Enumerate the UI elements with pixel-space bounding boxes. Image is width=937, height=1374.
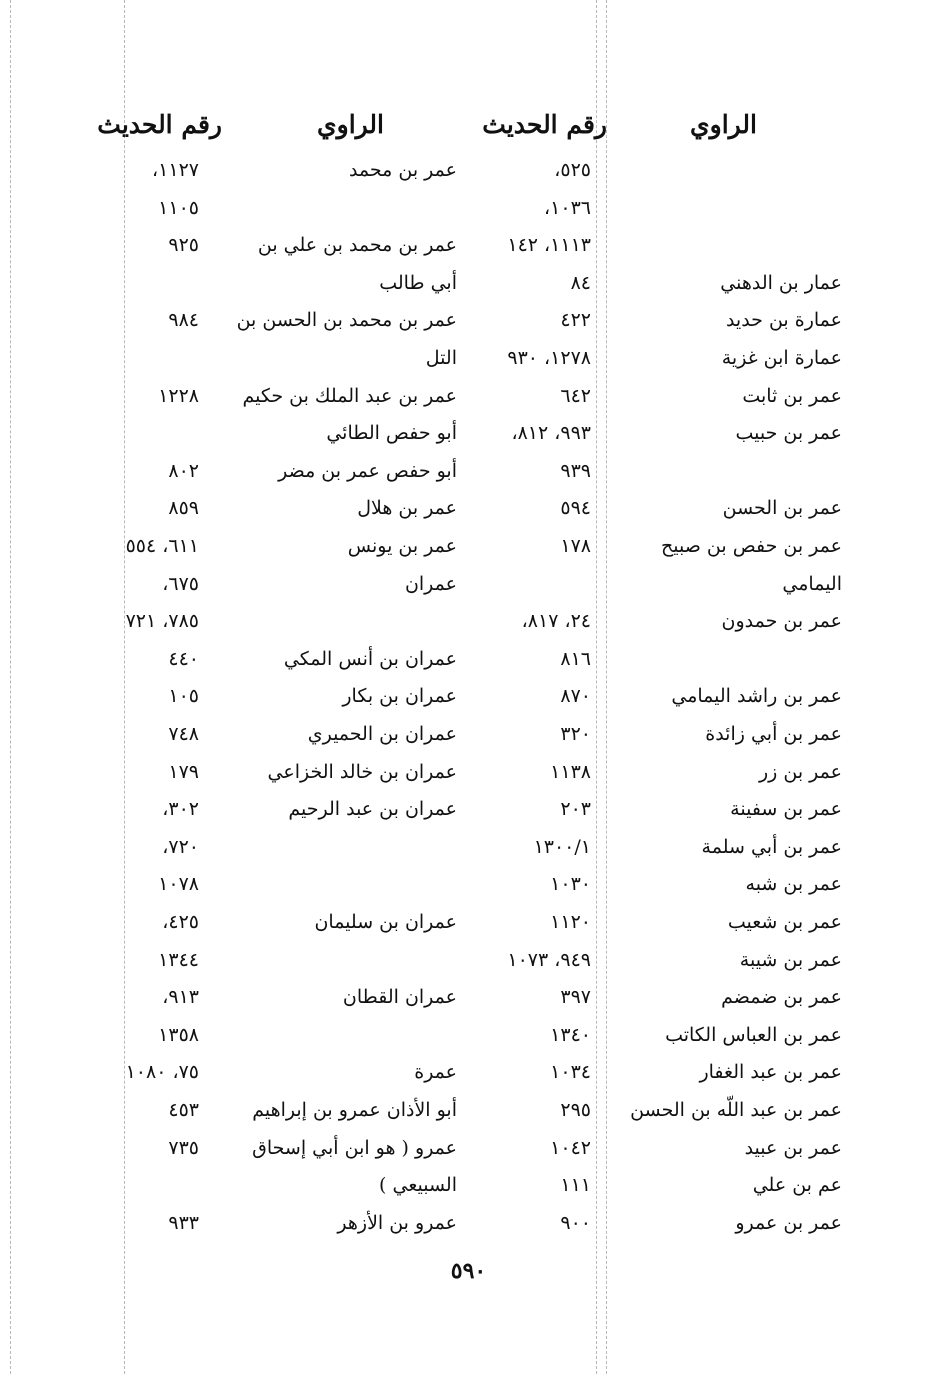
left-number-cell: ١٣٤٤ <box>158 948 199 971</box>
right-narrator-cell: عمر بن شيبة <box>739 948 842 971</box>
table-row <box>0 945 937 982</box>
right-number-cell: ١٣٠٠/١ <box>533 835 591 858</box>
right-number-cell: ٩٩٣، ٨١٢، <box>511 422 591 445</box>
left-narrator-cell: عمرو بن الأزهر <box>337 1211 457 1234</box>
right-number-cell: ١١١٣، ١٤٢ <box>507 234 591 257</box>
left-number-cell: ٧٨٥، ٧٢١ <box>125 610 199 633</box>
table-row <box>0 193 937 230</box>
left-narrator-cell: عمر بن محمد بن علي بن <box>257 234 457 257</box>
left-number-cell: ٩٨٤ <box>168 309 199 332</box>
table-row <box>0 869 937 906</box>
left-narrator-cell: عمران بن الحميري <box>307 723 457 745</box>
left-number-cell: ٣٠٢، <box>162 798 199 821</box>
right-number-cell: ١١٣٨ <box>550 760 591 783</box>
table-row <box>0 343 937 380</box>
right-narrator-cell: عمر بن الحسن <box>722 497 842 520</box>
left-narrator-cell: أبو حفص عمر بن مضر <box>278 459 457 482</box>
left-narrator-cell: أبي طالب <box>379 271 457 294</box>
left-number-cell: ٦٧٥، <box>162 572 199 595</box>
table-row <box>0 1170 937 1207</box>
right-number-cell: ٥٩٤ <box>560 497 591 520</box>
table-row <box>0 606 937 643</box>
right-narrator-cell: عمر بن شبه <box>745 873 842 896</box>
table-row <box>0 155 937 192</box>
table-row <box>0 531 937 568</box>
right-number-cell: ٣٩٧ <box>560 986 591 1009</box>
right-narrator-cell: عمر بن أبي سلمة <box>701 835 842 858</box>
left-number-cell: ٩١٣، <box>162 986 199 1009</box>
table-row <box>0 832 937 869</box>
right-number-cell: ١١١ <box>560 1174 591 1197</box>
left-narrator-cell: التل <box>425 347 457 369</box>
table-row <box>0 305 937 342</box>
left-narrator-cell: عمرو ( هو ابن أبي إسحاق <box>252 1136 457 1159</box>
right-number-cell: ١٠٣٠ <box>550 873 591 896</box>
header-right-number: رقم الحديث <box>482 110 607 139</box>
left-number-cell: ٤٤٠ <box>168 647 199 670</box>
left-narrator-cell: عمران بن سليمان <box>314 911 457 933</box>
right-narrator-cell: عمر بن حمدون <box>721 610 842 633</box>
table-row <box>0 1095 937 1132</box>
right-number-cell: ٨١٦ <box>560 647 591 670</box>
right-narrator-cell: عمر بن زر <box>759 760 842 783</box>
right-narrator-cell: عمارة ابن غزية <box>721 347 842 369</box>
right-narrator-cell: اليمامي <box>782 572 842 595</box>
header-right-narrator: الراوي <box>690 110 757 139</box>
right-number-cell: ٩٠٠ <box>560 1211 591 1234</box>
left-narrator-cell: عمران بن عبد الرحيم <box>288 798 457 821</box>
left-narrator-cell: عمران <box>404 572 457 595</box>
right-narrator-cell: عمارة بن حديد <box>725 309 842 332</box>
right-number-cell: ١١٢٠ <box>550 911 591 933</box>
table-row <box>0 757 937 794</box>
table-row <box>0 268 937 305</box>
table-row <box>0 907 937 944</box>
left-number-cell: ١٢٢٨ <box>158 384 199 407</box>
left-number-cell: ٤٥٣ <box>168 1099 199 1121</box>
table-row <box>0 794 937 831</box>
right-narrator-cell: عمار بن الدهني <box>720 271 842 294</box>
right-number-cell: ١٣٤٠ <box>550 1023 591 1046</box>
right-narrator-cell: عمر بن حفص بن صبيح <box>661 535 842 557</box>
left-number-cell: ١١٠٥ <box>158 196 199 219</box>
right-narrator-cell: عم بن علي <box>752 1174 842 1197</box>
right-narrator-cell: عمر بن ضمضم <box>721 986 842 1009</box>
right-number-cell: ٤٢٢ <box>560 309 591 332</box>
left-narrator-cell: عمر بن محمد <box>348 159 457 181</box>
left-narrator-cell: عمر بن يونس <box>347 535 457 557</box>
left-narrator-cell: عمر بن محمد بن الحسن بن <box>236 309 457 332</box>
right-narrator-cell: عمر بن سفينة <box>730 798 842 821</box>
right-narrator-cell: عمر بن عبد اللّه بن الحسن <box>630 1099 842 1121</box>
right-narrator-cell: عمر بن حبيب <box>735 422 842 445</box>
left-number-cell: ٧٣٥ <box>168 1136 199 1159</box>
left-narrator-cell: عمران بن أنس المكي <box>283 647 457 670</box>
right-number-cell: ١٠٤٢ <box>550 1136 591 1159</box>
left-number-cell: ٧٢٠، <box>162 835 199 858</box>
right-narrator-cell: عمر بن عبد الغفار <box>699 1061 842 1084</box>
right-narrator-cell: عمر بن العباس الكاتب <box>665 1023 842 1046</box>
left-number-cell: ٧٤٨ <box>168 723 199 745</box>
left-number-cell: ٩٢٥ <box>168 234 199 257</box>
left-number-cell: ١١٢٧، <box>152 159 199 181</box>
right-number-cell: ٢٤، ٨١٧، <box>521 610 591 633</box>
right-number-cell: ١٧٨ <box>560 535 591 557</box>
table-row <box>0 1020 937 1057</box>
right-narrator-cell: عمر بن ثابت <box>742 384 842 407</box>
table-row <box>0 569 937 606</box>
right-number-cell: ٢٠٣ <box>560 798 591 821</box>
left-number-cell: ١٠٧٨ <box>158 873 199 896</box>
right-number-cell: ٦٤٢ <box>560 384 591 407</box>
table-row <box>0 719 937 756</box>
header-left-number: رقم الحديث <box>97 110 222 139</box>
left-narrator-cell: عمر بن عبد الملك بن حكيم <box>242 384 457 407</box>
right-number-cell: ٥٢٥، <box>554 159 591 181</box>
left-number-cell: ٤٢٥، <box>162 911 199 933</box>
table-row <box>0 1208 937 1245</box>
left-narrator-cell: عمران بن بكار <box>342 685 457 708</box>
left-number-cell: ٩٣٣ <box>168 1211 199 1234</box>
right-narrator-cell: عمر بن شعيب <box>727 911 842 933</box>
left-narrator-cell: أبو حفص الطائي <box>326 422 457 445</box>
right-number-cell: ١٠٣٦، <box>544 196 591 219</box>
right-narrator-cell: عمر بن عمرو <box>735 1211 842 1234</box>
left-number-cell: ١٣٥٨ <box>158 1023 199 1046</box>
table-row <box>0 982 937 1019</box>
page-number: ٥٩٠ <box>450 1258 487 1284</box>
left-number-cell: ٨٥٩ <box>168 497 199 520</box>
left-number-cell: ١٠٥ <box>168 685 199 708</box>
left-narrator-cell: عمران القطان <box>342 986 457 1009</box>
table-row <box>0 493 937 530</box>
table-row <box>0 644 937 681</box>
left-number-cell: ١٧٩ <box>168 760 199 783</box>
table-row <box>0 418 937 455</box>
header-left-narrator: الراوي <box>317 110 384 139</box>
table-row <box>0 456 937 493</box>
table-row <box>0 381 937 418</box>
right-narrator-cell: عمر بن عبيد <box>744 1136 842 1159</box>
right-number-cell: ٩٣٩ <box>560 459 591 482</box>
left-narrator-cell: أبو الأذان عمرو بن إبراهيم <box>252 1099 457 1121</box>
right-number-cell: ٢٩٥ <box>560 1099 591 1121</box>
right-number-cell: ١٢٧٨، ٩٣٠ <box>507 347 591 369</box>
left-narrator-cell: عمرة <box>414 1061 457 1084</box>
left-narrator-cell: عمران بن خالد الخزاعي <box>267 760 457 783</box>
right-narrator-cell: عمر بن أبي زائدة <box>705 723 842 745</box>
right-number-cell: ٣٢٠ <box>560 723 591 745</box>
right-number-cell: ٩٤٩، ١٠٧٣ <box>507 948 591 971</box>
table-row <box>0 681 937 718</box>
left-narrator-cell: السبيعي ) <box>379 1174 457 1197</box>
left-narrator-cell: عمر بن هلال <box>357 497 457 520</box>
table-row <box>0 230 937 267</box>
left-number-cell: ٨٠٢ <box>168 459 199 482</box>
table-row <box>0 1133 937 1170</box>
left-number-cell: ٦١١، ٥٥٤ <box>125 535 199 557</box>
right-number-cell: ٨٧٠ <box>560 685 591 708</box>
right-narrator-cell: عمر بن راشد اليمامي <box>671 685 842 708</box>
right-number-cell: ١٠٣٤ <box>550 1061 591 1084</box>
table-row <box>0 1057 937 1094</box>
right-number-cell: ٨٤ <box>570 271 591 294</box>
left-number-cell: ٧٥، ١٠٨٠ <box>125 1061 199 1084</box>
